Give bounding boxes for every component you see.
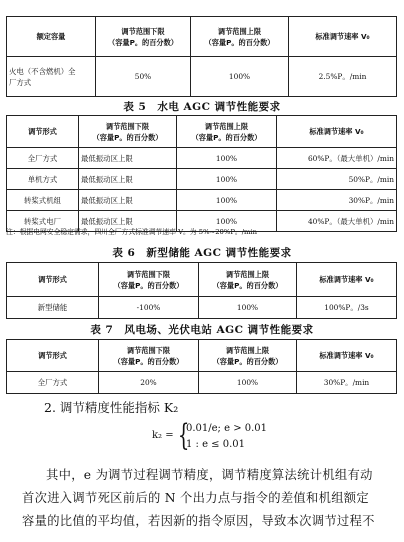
table-cell: 100%P。/3s (297, 297, 397, 319)
formula-case-2: 1 : e ≤ 0.01 (186, 439, 246, 450)
header-cell: 标准调节速率 V₀ (289, 17, 397, 57)
header-cell: 调节范围上限 （容量P。的百分数） (177, 116, 277, 148)
table-cell: 100% (177, 211, 277, 232)
header-cell: 调节形式 (7, 263, 99, 297)
table-cell: 最低振动区上限 (79, 169, 177, 190)
table-7-caption: 表 7 风电场、光伏电站 AGC 调节性能要求 (90, 324, 314, 336)
header-cell: 调节范围下限 （容量P。的百分数） (99, 263, 199, 297)
table-cell: 100% (177, 169, 277, 190)
table-cell: 100% (199, 297, 297, 319)
header-cell: 调节形式 (7, 116, 79, 148)
section-title: 2. 调节精度性能指标 K₂ (44, 400, 179, 415)
header-cell: 调节范围下限 （容量P。的百分数） (99, 340, 199, 372)
table-cell: 最低振动区上限 (79, 148, 177, 169)
table-5-caption: 表 5 水电 AGC 调节性能要求 (123, 101, 281, 113)
table-row (7, 297, 397, 319)
table-cell: -100% (99, 297, 199, 319)
table-cell: 转桨式机组 (7, 190, 79, 211)
table-cell: 100% (177, 190, 277, 211)
table-header-row (7, 263, 397, 297)
table-row (7, 57, 397, 97)
formula-k2 (152, 418, 282, 455)
table-cell: 2.5%P。/min (289, 57, 397, 97)
table-cell: 50% (96, 57, 191, 97)
table-6 (6, 262, 397, 319)
table-cell: 转桨式电厂 (7, 211, 79, 232)
header-cell: 额定容量 (7, 17, 96, 57)
formula-case-1: 0.01/e; e > 0.01 (186, 423, 268, 434)
table-cell: 单机方式 (7, 169, 79, 190)
header-cell: 调节范围上限 （容量P。的百分数） (199, 263, 297, 297)
table-cell: 20% (99, 372, 199, 394)
brace-symbol: { (177, 418, 190, 453)
body-paragraph (22, 464, 386, 533)
table-7 (6, 339, 397, 394)
table-row (7, 169, 397, 190)
paragraph-line: 其中，e 为调节过程调节精度，调节精度算法统计机组有动 (46, 468, 373, 482)
table-cell: 50%P。/min (277, 169, 397, 190)
table-cell: 30%P。/min (297, 372, 397, 394)
table-cell: 60%P。（最大单机）/min (277, 148, 397, 169)
table-cell: 最低振动区上限 (79, 190, 177, 211)
table-row (7, 148, 397, 169)
table-header-row (7, 116, 397, 148)
table-cell: 全厂方式 (7, 372, 99, 394)
paragraph-line: 容量的比值的平均值，若因新的指令原因，导致本次调节过程不 (22, 514, 375, 528)
table-4 (6, 16, 397, 97)
table-5-note: 注：根据电网安全稳定需求，四川全厂方式标准调节速率 V。为 5%~20%P。/min (6, 228, 257, 236)
header-cell: 调节范围下限 （容量P。的百分数） (79, 116, 177, 148)
table-row (7, 190, 397, 211)
header-cell: 调节范围下限 （容量P。的百分数） (96, 17, 191, 57)
table-6-caption: 表 6 新型储能 AGC 调节性能要求 (112, 247, 292, 259)
header-cell: 调节范围上限 （容量P。的百分数） (199, 340, 297, 372)
paragraph-line: 首次进入调节死区前后的 N 个出力点与指令的差值和机组额定 (22, 491, 369, 505)
header-cell: 标准调节速率 V₀ (297, 340, 397, 372)
table-cell: 30%P。/min (277, 190, 397, 211)
header-cell: 标准调节速率 V₀ (277, 116, 397, 148)
table-header-row (7, 340, 397, 372)
table-cell: 新型储能 (7, 297, 99, 319)
table-header-row (7, 17, 397, 57)
table-cell: 最低振动区上限 (79, 211, 177, 232)
table-cell: 100% (177, 148, 277, 169)
header-cell: 调节范围上限 （容量P。的百分数） (191, 17, 289, 57)
table-row (7, 372, 397, 394)
table-cell: 全厂方式 (7, 148, 79, 169)
header-cell: 标准调节速率 V₀ (297, 263, 397, 297)
header-cell: 调节形式 (7, 340, 99, 372)
table-cell: 40%P。（最大单机）/min (277, 211, 397, 232)
table-cell: 火电（不含燃机）全 厂方式 (7, 57, 96, 97)
formula-lhs: k₂ = (152, 430, 174, 441)
table-cell: 100% (191, 57, 289, 97)
table-cell: 100% (199, 372, 297, 394)
table-5 (6, 115, 397, 232)
